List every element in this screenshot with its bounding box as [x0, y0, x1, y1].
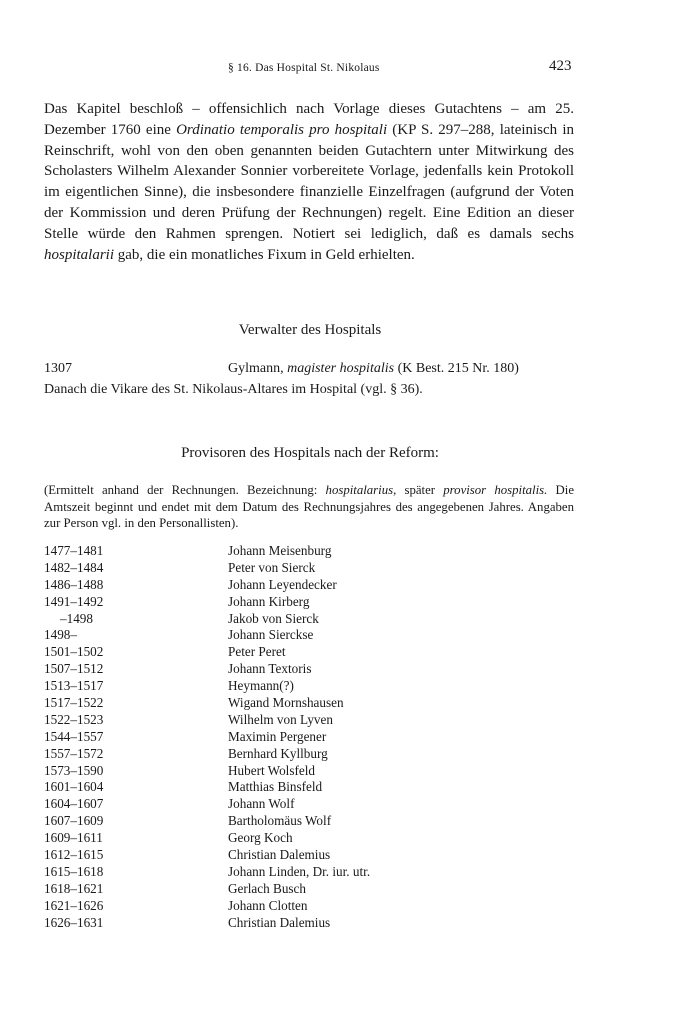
provisor-years: 1601–1604 [44, 779, 104, 795]
provisor-years: 1618–1621 [44, 880, 104, 896]
provisor-row [44, 830, 584, 847]
admin-after: Danach die Vikare des St. Nikolaus-Altares im Hospital (vgl. § 36). [44, 382, 423, 397]
note-text-c: Die Amtszeit beginnt und endet mit dem Datum des Rechnungsjahres des angegebenen Jahres. Angaben zur Person vgl. in den Personallisten). [44, 483, 575, 531]
provisor-name: Bartholomäus Wolf [228, 813, 332, 829]
provisor-name: Peter von Sierck [228, 559, 316, 575]
provisor-years: 1609–1611 [44, 830, 103, 846]
provisor-row [44, 915, 584, 932]
provisor-years: 1482–1484 [44, 559, 104, 575]
provisor-row [44, 678, 584, 695]
provisor-row [44, 796, 584, 813]
admin-name-ref: (K Best. 215 Nr. 180) [394, 361, 519, 376]
provisor-row [44, 644, 584, 661]
provisors-note [44, 482, 574, 532]
provisor-name: Bernhard Kyllburg [228, 745, 328, 761]
paragraph-italic-2: hospitalarii [44, 246, 115, 263]
provisor-years: 1491–1492 [44, 593, 104, 609]
provisor-years: 1501–1502 [44, 644, 104, 660]
provisor-row [44, 543, 584, 560]
provisor-row [44, 746, 584, 763]
provisor-row [44, 594, 584, 611]
provisor-row [44, 898, 584, 915]
provisor-name: Johann Sierckse [228, 627, 314, 643]
provisor-name: Maximin Pergener [228, 728, 327, 744]
note-text-a: (Ermittelt anhand der Rechnungen. Bezeichnung: [44, 483, 326, 497]
note-italic-1: hospitalarius [325, 483, 394, 497]
provisor-row [44, 627, 584, 644]
provisor-name: Heymann(?) [228, 678, 294, 694]
provisor-name: Johann Textoris [228, 661, 312, 677]
paragraph-text-3: gab, die ein monatliches Fixum in Geld erhielten. [114, 246, 415, 263]
provisor-row [44, 560, 584, 577]
note-italic-2: provisor hospitalis. [443, 483, 548, 497]
provisor-name: Gerlach Busch [228, 880, 306, 896]
provisor-name: Peter Peret [228, 644, 286, 660]
provisor-name: Christian Dalemius [228, 847, 331, 863]
provisor-name: Johann Kirberg [228, 593, 310, 609]
provisor-years: –1498 [60, 610, 93, 626]
provisor-years: 1544–1557 [44, 728, 104, 744]
provisor-years: 1621–1626 [44, 897, 104, 913]
provisor-name: Johann Meisenburg [228, 543, 332, 558]
provisor-years: 1498– [44, 627, 77, 643]
provisor-years: 1513–1517 [44, 678, 104, 694]
provisor-name: Christian Dalemius [228, 914, 331, 930]
provisor-row [44, 847, 584, 864]
provisor-row [44, 577, 584, 594]
note-text-b: , später [393, 483, 444, 497]
admin-row [44, 358, 584, 379]
provisor-years: 1607–1609 [44, 813, 104, 829]
provisor-row [44, 729, 584, 746]
provisor-years: 1615–1618 [44, 863, 104, 879]
provisor-row [44, 661, 584, 678]
provisor-name: Johann Wolf [228, 796, 295, 812]
admin-name-text: Gylmann, [228, 361, 288, 376]
provisor-name: Johann Linden, Dr. iur. utr. [228, 863, 371, 879]
provisor-years: 1626–1631 [44, 914, 104, 930]
provisor-years: 1612–1615 [44, 847, 104, 863]
provisor-name: Wilhelm von Lyven [228, 711, 333, 727]
provisor-row [44, 712, 584, 729]
provisor-row [44, 813, 584, 830]
provisor-years: 1507–1512 [44, 661, 104, 677]
provisor-name: Hubert Wolsfeld [228, 762, 315, 778]
body-paragraph [44, 99, 574, 265]
paragraph-text-2: (KP S. 297–288, lateinisch in Reinschrift, wohl von den oben genannten beiden Gutachtern unter Mitwirkung des Scholasters Wilhelm Alexander Sonnier vorbereitete Vorlage, jedenfalls kein Protokoll im eigentlichen Sinne), die insbesondere finanzielle Einzelfragen (aufgrund der Voten der Kommission und deren Prüfung der Rechnungen) regelt. Eine Edition an dieser Stelle würde den Rahmen sprengen. Notiert sei lediglich, daß es damals sechs [44, 121, 575, 242]
running-title: § 16. Das Hospital St. Nikolaus [228, 62, 380, 74]
admin-entry [44, 358, 584, 400]
paragraph-text-1: Das Kapitel beschloß – offensichlich nach Vorlage dieses Gutachtens – am 25. Dezember 1760 eine [44, 101, 574, 138]
provisor-name: Matthias Binsfeld [228, 779, 323, 795]
provisor-row [44, 864, 584, 881]
provisor-row [44, 779, 584, 796]
provisor-years: 1557–1572 [44, 745, 104, 761]
provisor-row [44, 763, 584, 780]
provisor-years: 1522–1523 [44, 711, 104, 727]
provisor-years: 1573–1590 [44, 762, 104, 778]
page-header [0, 54, 700, 76]
provisors-list [44, 543, 584, 931]
provisor-name: Johann Leyendecker [228, 576, 337, 592]
provisor-years: 1486–1488 [44, 576, 104, 592]
provisor-name: Georg Koch [228, 830, 293, 846]
provisor-name: Johann Clotten [228, 897, 308, 913]
admin-name [228, 358, 519, 379]
admin-name-italic: magister hospitalis [287, 361, 395, 376]
provisor-name: Jakob von Sierck [228, 610, 319, 626]
provisor-years: 1477–1481 [44, 543, 104, 558]
provisor-row [44, 881, 584, 898]
provisor-name: Wigand Mornshausen [228, 695, 344, 711]
provisor-row [44, 611, 584, 628]
provisor-row [44, 695, 584, 712]
admin-year: 1307 [44, 361, 72, 376]
page-number: 423 [549, 58, 572, 74]
section-heading-admin: Verwalter des Hospitals [238, 322, 382, 338]
provisor-years: 1604–1607 [44, 796, 104, 812]
section-heading-provisors: Provisoren des Hospitals nach der Reform: [181, 445, 439, 461]
paragraph-italic-1: Ordinatio temporalis pro hospitali [176, 121, 388, 138]
provisor-years: 1517–1522 [44, 695, 104, 711]
